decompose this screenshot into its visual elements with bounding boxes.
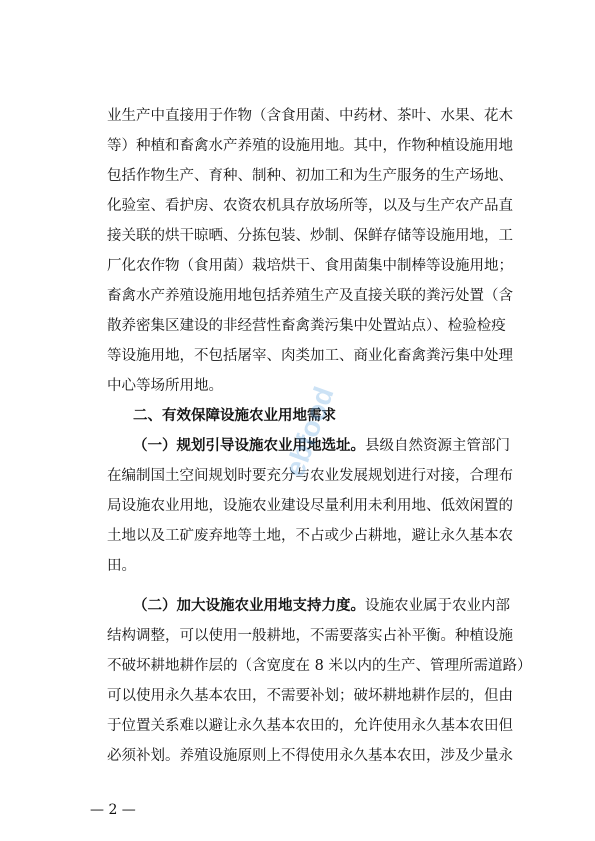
paragraph-line: 化验室、看护房、农资农机具存放场所等，以及与生产农产品直 [107,198,513,214]
watermark-text: ebfood [278,382,340,481]
paragraph-line: 业生产中直接用于作物（含食用菌、中药材、茶叶、水果、花木 [107,108,513,124]
paragraph-line: 田。 [107,558,136,574]
paragraph-line: 结构调整，可以使用一般耕地，不需要落实占补平衡。种植设施 [107,628,513,644]
paragraph-line: 等）种植和畜禽水产养殖的设施用地。其中，作物种植设施用地 [107,138,513,154]
paragraph-line: 必须补划。养殖设施原则上不得使用永久基本农田，涉及少量永 [107,748,513,764]
item-1-text: 县级自然资源主管部门 [365,438,510,454]
paragraph-line: 局设施农业用地，设施农业建设尽量利用未利用地、低效闲置的 [107,498,513,514]
paragraph-line: 不破坏耕地耕作层的（含宽度在 8 米以内的生产、管理所需道路） [107,658,532,674]
item-1-title: （一）规划引导设施农业用地选址。 [133,437,365,454]
paragraph-line: 于位置关系难以避让永久基本农田的，允许使用永久基本农田但 [107,718,513,734]
paragraph-line: 厂化农作物（食用菌）栽培烘干、食用菌集中制棒等设施用地； [107,258,513,274]
page-number: — 2 — [90,802,136,818]
item-2-text: 设施农业属于农业内部 [365,598,510,614]
paragraph-line: 中心等场所用地。 [107,378,223,394]
paragraph-line: 可以使用永久基本农田，不需要补划；破坏耕地耕作层的，但由 [107,688,513,704]
paragraph-line: 等设施用地，不包括屠宰、肉类加工、商业化畜禽粪污集中处理 [107,348,513,364]
section-heading: 二、有效保障设施农业用地需求 [133,408,336,424]
item-2-first-line [133,596,510,616]
paragraph-line: 畜禽水产养殖设施用地包括养殖生产及直接关联的粪污处置（含 [107,288,513,304]
paragraph-line: 土地以及工矿废弃地等土地，不占或少占耕地，避让永久基本农 [107,528,513,544]
paragraph-line: 包括作物生产、育种、制种、初加工和为生产服务的生产场地、 [107,168,513,184]
paragraph-line: 在编制国土空间规划时要充分与农业发展规划进行对接，合理布 [107,468,513,484]
item-1-first-line [133,436,510,456]
paragraph-line: 散养密集区建设的非经营性畜禽粪污集中处置站点）、检验检疫 [107,318,506,334]
paragraph-line: 接关联的烘干晾晒、分拣包装、炒制、保鲜存储等设施用地，工 [107,228,513,244]
item-2-title: （二）加大设施农业用地支持力度。 [133,597,365,614]
